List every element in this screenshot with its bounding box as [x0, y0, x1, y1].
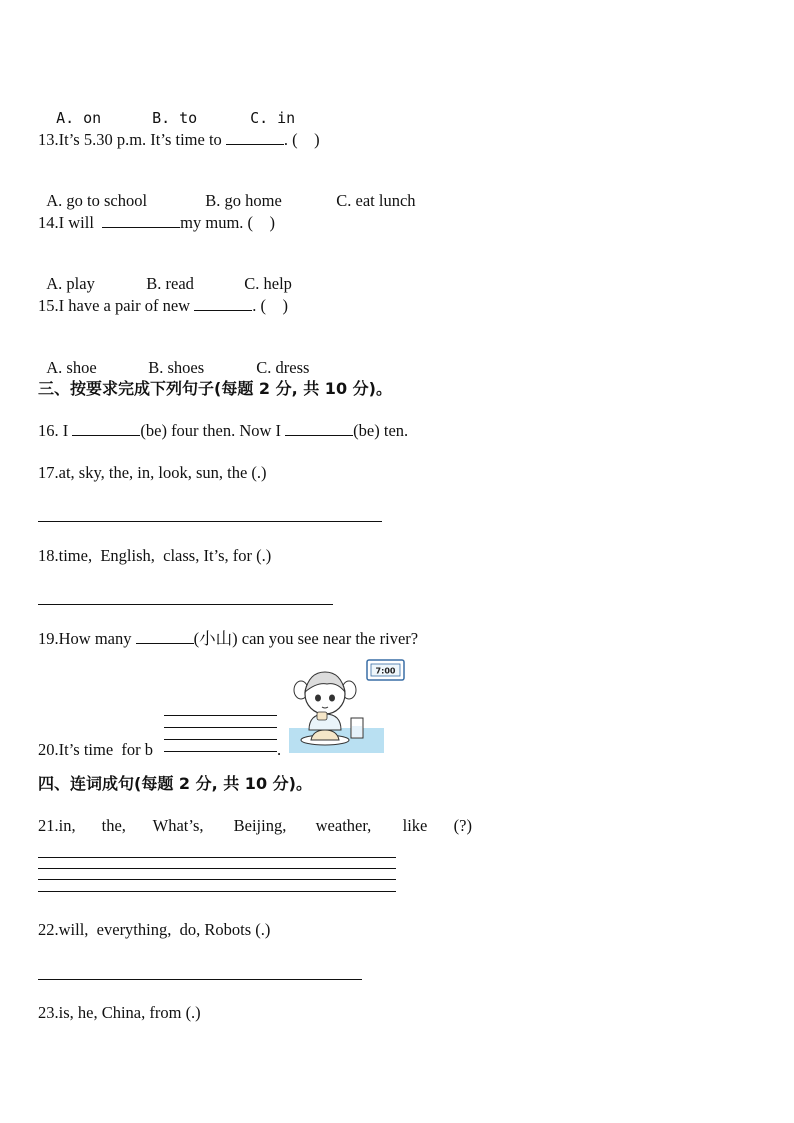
q14-answer-blank[interactable]: [102, 213, 180, 228]
q20-line-1[interactable]: [164, 715, 277, 716]
question-13: [38, 130, 320, 150]
q21-word: the,: [101, 816, 126, 835]
q13-option-a[interactable]: A. go to school: [46, 191, 148, 210]
question-15: [38, 296, 288, 316]
q19-text-end: (小山) can you see near the river?: [193, 629, 419, 648]
q21-word: (?): [453, 816, 472, 835]
question-19: [38, 629, 418, 649]
q14-text-end: my mum. ( ): [180, 213, 276, 232]
q16-text-b: (be) four then. Now I: [140, 421, 286, 440]
q13-option-c[interactable]: C. eat lunch: [336, 191, 416, 210]
q22-answer-line[interactable]: [38, 979, 362, 980]
question-14: [38, 213, 275, 233]
q21-word: Beijing,: [233, 816, 287, 835]
q13-answer-blank[interactable]: [226, 130, 284, 145]
q14-option-b[interactable]: B. read: [146, 274, 194, 293]
question-22: 22.will, everything, do, Robots (.): [38, 920, 271, 939]
q19-answer-blank[interactable]: [136, 629, 194, 644]
q17-answer-line[interactable]: [38, 521, 382, 522]
clock-time: 7:00: [375, 666, 396, 676]
q12-option-b[interactable]: B. to: [152, 109, 198, 127]
q21-word: What’s,: [152, 816, 204, 835]
q14-option-c[interactable]: C. help: [244, 274, 292, 293]
question-18: 18.time, English, class, It’s, for (.): [38, 546, 272, 565]
q14-options: [38, 254, 292, 294]
question-23: 23.is, he, China, from (.): [38, 1003, 201, 1022]
q21-word: in,: [58, 816, 76, 835]
q19-text: 19.How many: [38, 629, 136, 648]
section-4-heading: 四、连词成句(每题 2 分, 共 10 分)。: [38, 774, 312, 793]
question-21: [38, 816, 472, 836]
clock-icon: [367, 660, 404, 680]
q21-line-4[interactable]: [38, 891, 396, 892]
q14-option-a[interactable]: A. play: [46, 274, 95, 293]
q16-blank-2[interactable]: [285, 421, 353, 436]
question-16: [38, 421, 408, 441]
q21-line-2[interactable]: [38, 868, 396, 869]
q15-text: 15.I have a pair of new: [38, 296, 195, 315]
q15-bracket: . ( ): [252, 296, 288, 315]
q12-option-a[interactable]: A. on: [56, 109, 102, 127]
q20-period: .: [277, 740, 282, 759]
q20-line-2[interactable]: [164, 727, 277, 728]
question-20: [38, 740, 153, 760]
q15-option-b[interactable]: B. shoes: [148, 358, 205, 377]
q13-text: 13.It’s 5.30 p.m. It’s time to: [38, 130, 226, 149]
q15-option-a[interactable]: A. shoe: [46, 358, 97, 377]
q21-word: like: [402, 816, 428, 835]
q20-text: 20.It’s time for b: [38, 740, 154, 759]
q15-options: [38, 338, 309, 378]
q21-line-3[interactable]: [38, 879, 396, 880]
q16-blank-1[interactable]: [72, 421, 140, 436]
q13-bracket: . ( ): [283, 130, 320, 149]
q13-options: [38, 171, 416, 211]
q21-number: 21.: [38, 816, 59, 835]
q12-options: [38, 88, 295, 128]
q21-line-1[interactable]: [38, 857, 396, 858]
q15-answer-blank[interactable]: [194, 296, 252, 311]
q16-text-a: 16. I: [38, 421, 73, 440]
q21-word: weather,: [315, 816, 372, 835]
q15-option-c[interactable]: C. dress: [256, 358, 310, 377]
q13-option-b[interactable]: B. go home: [205, 191, 282, 210]
q20-line-4[interactable]: [164, 751, 277, 752]
q18-answer-line[interactable]: [38, 604, 333, 605]
q14-text: 14.I will: [38, 213, 103, 232]
q20-line-3[interactable]: [164, 739, 277, 740]
q12-option-c[interactable]: C. in: [250, 109, 296, 127]
q16-text-c: (be) ten.: [353, 421, 409, 440]
girl-breakfast-illustration: [287, 658, 407, 754]
section-3-heading: 三、按要求完成下列句子(每题 2 分, 共 10 分)。: [38, 379, 392, 398]
question-17: 17.at, sky, the, in, look, sun, the (.): [38, 463, 267, 482]
